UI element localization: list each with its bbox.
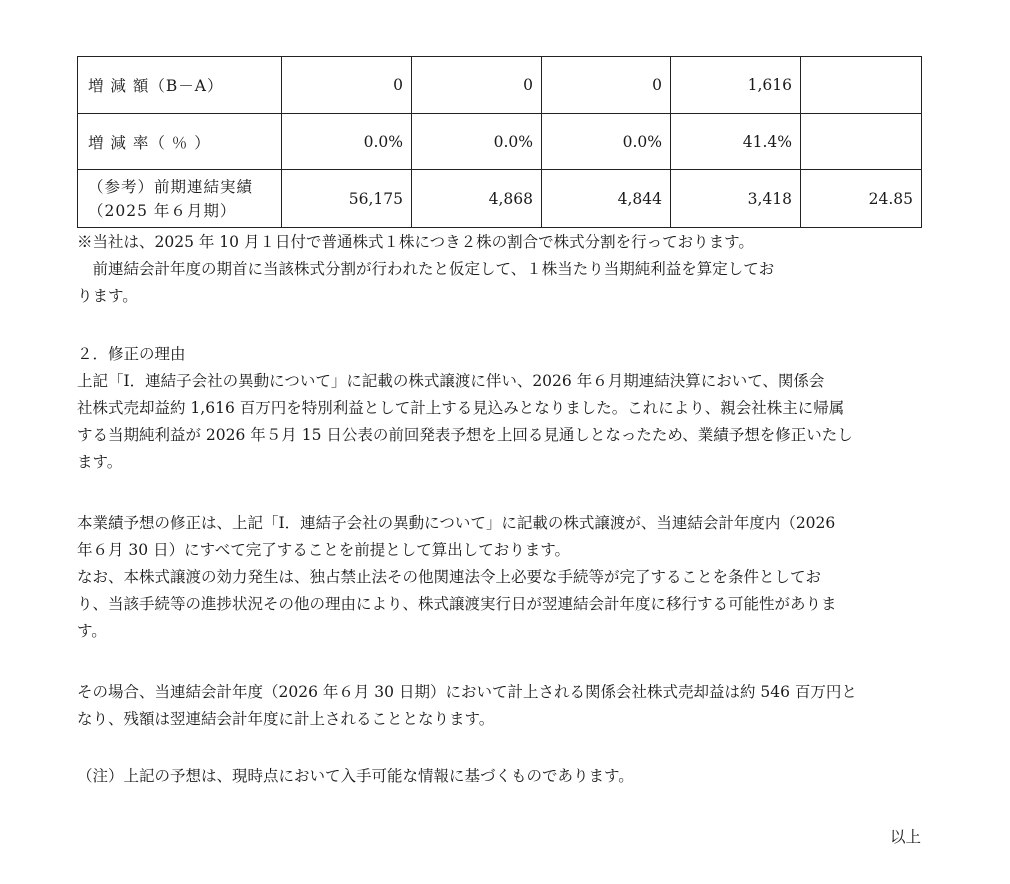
table-cell: 56,175: [282, 170, 412, 228]
table-cell: 24.85: [801, 170, 922, 228]
reason-paragraph-1: [77, 368, 937, 476]
paragraph-line: する当期純利益が 2026 年５月 15 日公表の前回発表予想を上回る見通しとなったため、業績予想を修正いたし: [77, 426, 853, 444]
forecast-caveat: [77, 763, 937, 790]
paragraph-line: その場合、当連結会計年度（2026 年６月 30 日期）において計上される関係会社株式売却益は約 546 百万円と: [77, 683, 857, 701]
stock-split-note: [77, 229, 937, 310]
paragraph-line: 年６月 30 日）にすべて完了することを前提として算出しております。: [77, 541, 571, 559]
section-heading: [77, 341, 937, 368]
table-cell: 0: [412, 57, 542, 114]
table-cell: [801, 57, 922, 114]
table-cell: 1,616: [671, 57, 801, 114]
table-cell: 0: [542, 57, 671, 114]
row-label-line: （参考）前期連結実績: [88, 177, 254, 196]
table-cell: 0.0%: [542, 114, 671, 170]
row-label-prior-results: [78, 170, 282, 228]
paragraph-line: 本業績予想の修正は、上記「Ⅰ．連結子会社の異動について」に記載の株式譲渡が、当連結会計年度内（2026: [77, 514, 836, 532]
note-line: 前連結会計年度の期首に当該株式分割が行われたと仮定して、１株当たり当期純利益を算定してお: [77, 260, 775, 278]
note-line: ります。: [77, 287, 138, 305]
paragraph-line: なお、本株式譲渡の効力発生は、独占禁止法その他関連法令上必要な手続等が完了することを条件としてお: [77, 568, 822, 586]
table-cell: 41.4%: [671, 114, 801, 170]
table-row: [78, 114, 922, 170]
paragraph-line: ます。: [77, 453, 123, 471]
table-cell: 4,844: [542, 170, 671, 228]
note-line: ※当社は、2025 年 10 月１日付で普通株式１株につき２株の割合で株式分割を行っております。: [77, 233, 754, 251]
row-label-change-amount: 増 減 額（B－A）: [78, 57, 282, 114]
table-cell: 3,418: [671, 170, 801, 228]
table-cell: [801, 114, 922, 170]
paragraph-line: す。: [77, 622, 107, 640]
forecast-table: [77, 56, 922, 228]
row-label-line: （2025 年６月期）: [88, 201, 237, 220]
table-row: [78, 170, 922, 228]
heading-text: ２．修正の理由: [77, 345, 186, 363]
table-cell: 4,868: [412, 170, 542, 228]
reason-paragraph-3: [77, 679, 937, 733]
caveat-text: （注）上記の予想は、現時点において入手可能な情報に基づくものであります。: [77, 767, 634, 785]
paragraph-line: なり、残額は翌連結会計年度に計上されることとなります。: [77, 710, 495, 728]
table-cell: 0.0%: [412, 114, 542, 170]
paragraph-line: 社株式売却益約 1,616 百万円を特別利益として計上する見込みとなりました。これにより、親会社株主に帰属: [77, 399, 845, 417]
paragraph-line: 上記「Ⅰ．連結子会社の異動について」に記載の株式譲渡に伴い、2026 年６月期連結決算において、関係会: [77, 372, 825, 390]
table-row: [78, 57, 922, 114]
row-label-change-rate: 増 減 率（ ％ ）: [78, 114, 282, 170]
table-cell: 0.0%: [282, 114, 412, 170]
closing-mark: 以上: [889, 828, 921, 846]
table-cell: 0: [282, 57, 412, 114]
paragraph-line: り、当該手続等の進捗状況その他の理由により、株式譲渡実行日が翌連結会計年度に移行する可能性がありま: [77, 595, 837, 613]
reason-paragraph-2: [77, 510, 937, 645]
